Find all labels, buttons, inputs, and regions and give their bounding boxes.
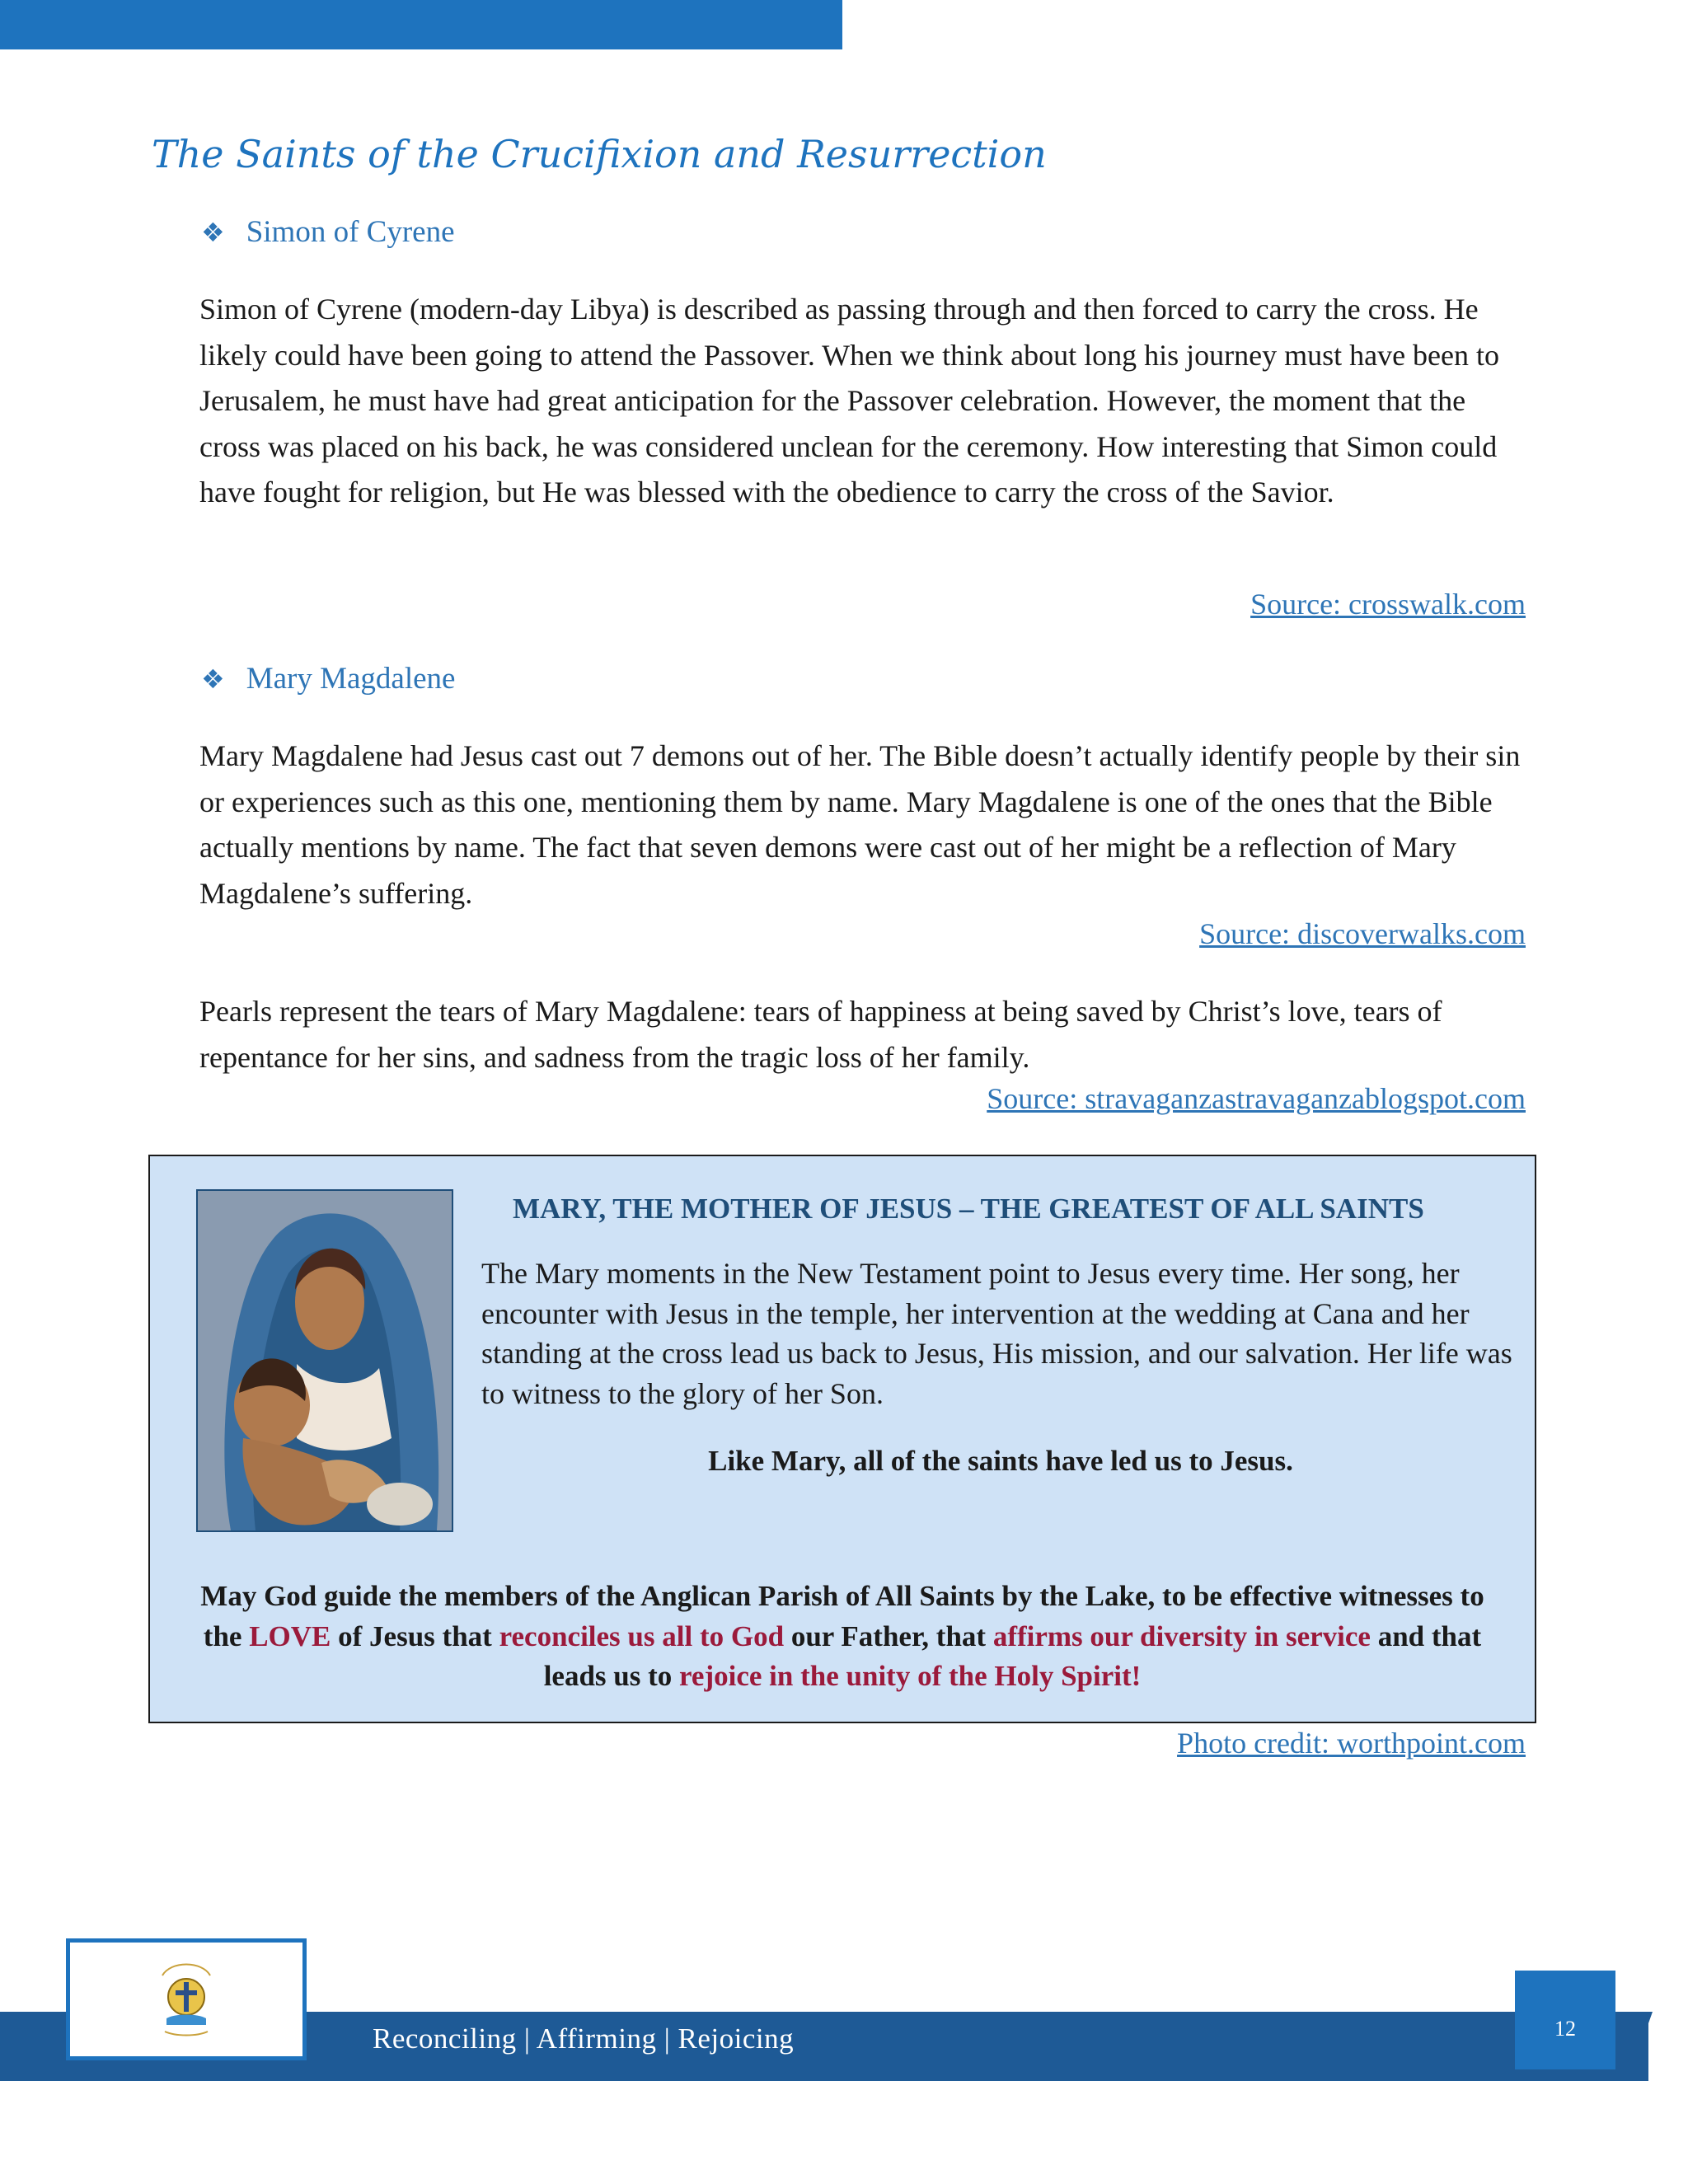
prayer-text: our Father, that: [784, 1619, 993, 1652]
section-heading-mary-magdalene: [201, 661, 455, 696]
footer-band-edge: [1628, 2012, 1653, 2081]
mary-magdalene-paragraph: Mary Magdalene had Jesus cast out 7 demons out of her. The Bible doesn’t actually identify people by their sin or experiences such as this one, mentioning them by name. Mary Magdalene is one of the ones that the Bible actually mentions by name. The fact that seven demons were cast out of her might be a reflection of Mary Magdalene’s suffering.: [199, 739, 1521, 910]
prayer-text: May God guide the members of the Anglican Parish of All Saints by the Lake, to be effective witnesses to the: [200, 1580, 1484, 1652]
section-heading-label: Simon of Cyrene: [246, 215, 455, 249]
page-title: The Saints of the Crucifixion and Resurrection: [152, 132, 1047, 176]
prayer-highlight: LOVE: [249, 1619, 331, 1652]
prayer-highlight: reconciles us all to God: [499, 1619, 785, 1652]
prayer-highlight: rejoice in the unity of the Holy Spirit!: [679, 1660, 1142, 1692]
footer-logo-frame: [66, 1938, 307, 2060]
source-link-discoverwalks[interactable]: Source: discoverwalks.com: [1199, 917, 1526, 950]
page-number: 12: [1554, 2017, 1576, 2041]
source-link-crosswalk[interactable]: Source: crosswalk.com: [1250, 588, 1526, 621]
pearls-paragraph: Pearls represent the tears of Mary Magdalene: tears of happiness at being saved by Christ’s love, tears of repentance for her sins, and sadness from the tragic loss of her family.: [199, 995, 1442, 1074]
box-emphasis: Like Mary, all of the saints have led us to Jesus.: [708, 1445, 1293, 1477]
footer-tagline: Reconciling | Affirming | Rejoicing: [373, 2022, 795, 2055]
mary-and-child-statue-image: [196, 1189, 453, 1532]
box-title: MARY, THE MOTHER OF JESUS – THE GREATEST OF ALL SAINTS: [513, 1193, 1424, 1225]
page-number-box: [1515, 1971, 1615, 2069]
prayer-text: of Jesus that: [331, 1619, 499, 1652]
prayer-highlight: affirms our diversity in service: [992, 1619, 1371, 1652]
parish-logo-icon: [70, 1943, 302, 2056]
section-heading-simon: [201, 214, 455, 250]
section-heading-label: Mary Magdalene: [246, 662, 456, 696]
mary-mother-of-jesus-box: [148, 1155, 1536, 1723]
source-link-stravaganza[interactable]: Source: stravaganzastravaganzablogspot.com: [987, 1082, 1526, 1115]
parish-prayer: [183, 1577, 1502, 1697]
simon-paragraph: Simon of Cyrene (modern-day Libya) is described as passing through and then forced to carry the cross. He likely could have been going to attend the Passover. When we think about long his journey must have been to Jerusalem, he must have had great anticipation for the Passover celebration. However, the moment that the cross was placed on his back, he was considered unclean for the ceremony. How interesting that Simon could have fought for religion, but He was blessed with the obedience to carry the cross of the Savior.: [199, 293, 1500, 509]
top-accent-bar: [0, 0, 842, 49]
diamond-bullet-icon: ❖: [201, 217, 225, 248]
photo-credit-link[interactable]: Photo credit: worthpoint.com: [1177, 1727, 1526, 1760]
diamond-bullet-icon: ❖: [201, 663, 225, 695]
prayer-text: and that leads us to: [543, 1619, 1482, 1692]
box-text: The Mary moments in the New Testament point to Jesus every time. Her song, her encounter with Jesus in the temple, her intervention at the wedding at Cana and her standing at the cross lead us back to Jesus, His mission, and our salvation. Her life was to witness to the glory of her Son.: [481, 1257, 1512, 1410]
